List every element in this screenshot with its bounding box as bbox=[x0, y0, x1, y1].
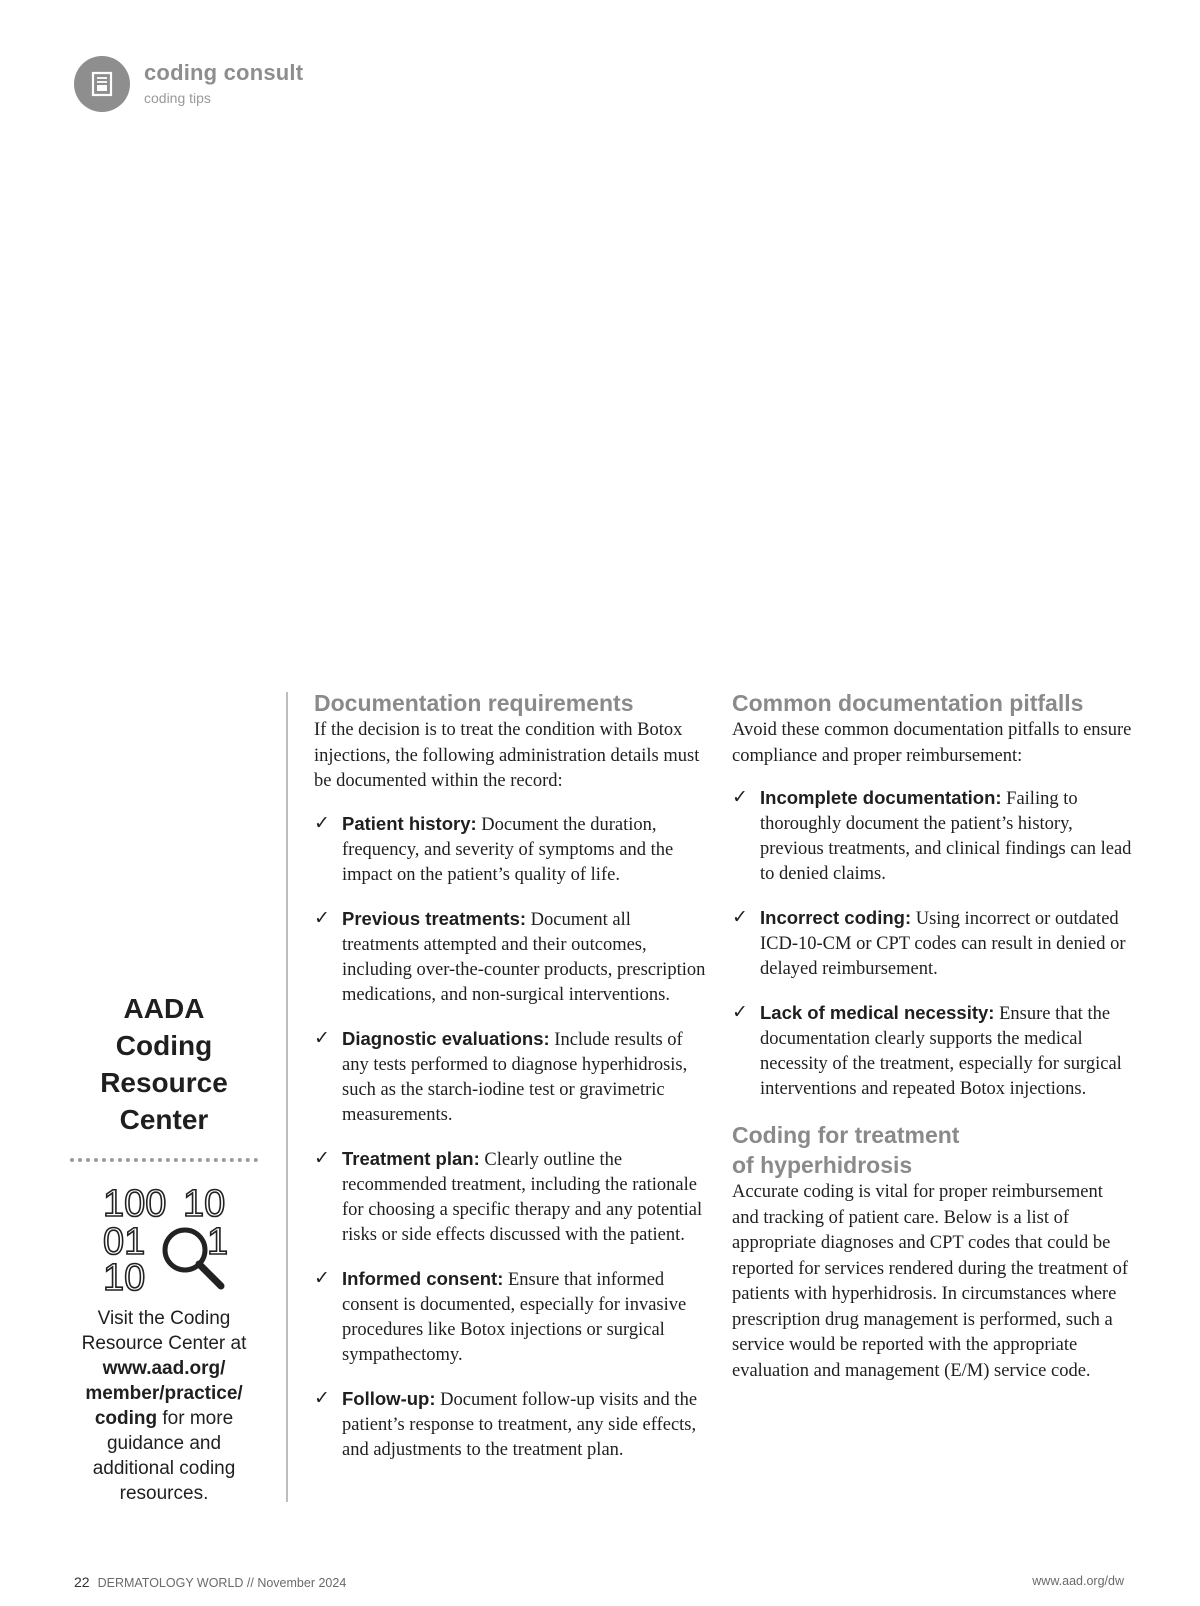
intro-paragraph: Avoid these common documentation pitfalls to ensure compliance and proper reimbursement: bbox=[732, 720, 1132, 766]
item-text: Clearly outline the recommended treatment, including the rationale for choosing a specific therapy and any potential risks or side effects discussed with the patient. bbox=[342, 1149, 703, 1245]
documentation-requirements-column bbox=[314, 688, 710, 1481]
check-icon: ✓ bbox=[732, 906, 748, 928]
item-text: Ensure that informed consent is documented, especially for invasive procedures like Botox injections or surgical sympathectomy. bbox=[342, 1269, 687, 1365]
item-text: Document all treatments attempted and their outcomes, including over-the-counter products, prescription medications, and non-surgical interventions. bbox=[342, 909, 706, 1005]
pitfalls-list bbox=[732, 785, 1134, 1102]
page-number: 22 bbox=[74, 1574, 90, 1590]
document-icon bbox=[88, 70, 116, 98]
intro-paragraph: If the decision is to treat the condition with Botox injections, the following administration details must be documented within the record: bbox=[314, 720, 700, 791]
binary-digits: 01 bbox=[103, 1221, 146, 1263]
coding-paragraph: Accurate coding is vital for proper reimbursement and tracking of patient care. Below is a list of appropriate diagnoses and CPT codes that could be reported for services rendered during the treatment of patients with hyperhidrosis. In circumstances where prescription drug management is performed, such a service would be reported with the appropriate evaluation and management (E/M) service code. bbox=[732, 1182, 1129, 1381]
sidebar-title-line: Resource bbox=[100, 1067, 228, 1098]
binary-digits: 1 bbox=[207, 1221, 229, 1263]
publication-line: DERMATOLOGY WORLD // November 2024 bbox=[97, 1576, 347, 1590]
sidebar-text-pre: Visit the Coding Resource Center at bbox=[81, 1308, 247, 1354]
item-text: Using incorrect or outdated ICD-10-CM or CPT codes can result in denied or delayed reimbursement. bbox=[760, 909, 1126, 979]
sidebar-text bbox=[70, 1306, 258, 1506]
heading-line: of hyperhidrosis bbox=[732, 1152, 913, 1178]
list-item bbox=[314, 1146, 710, 1248]
item-lead: Informed consent: bbox=[342, 1267, 504, 1289]
sidebar-title-line: Coding bbox=[115, 1030, 213, 1061]
check-icon: ✓ bbox=[314, 906, 330, 929]
item-text: Ensure that the documentation clearly supports the medical necessity of the treatment, especially for surgical interventions and repeated Botox injections. bbox=[760, 1004, 1122, 1099]
resource-sidebar bbox=[70, 990, 258, 1506]
list-item bbox=[732, 785, 1134, 887]
item-text: Include results of any tests performed to diagnose hyperhidrosis, such as the starch-iodine test or gravimetric measurements. bbox=[342, 1029, 688, 1125]
item-text: Document follow-up visits and the patient’s response to treatment, any side effects, and adjustments to the treatment plan. bbox=[342, 1389, 698, 1460]
column-divider bbox=[286, 692, 288, 1502]
footer-publication bbox=[74, 1574, 346, 1590]
item-lead: Incomplete documentation: bbox=[760, 787, 1002, 808]
sidebar-title bbox=[70, 990, 258, 1138]
binary-digits: 10 bbox=[103, 1257, 146, 1292]
pitfalls-and-coding-column bbox=[732, 688, 1134, 1384]
item-lead: Lack of medical necessity: bbox=[760, 1002, 995, 1023]
section-title: coding consult bbox=[144, 60, 304, 85]
binary-digits: 100 bbox=[103, 1183, 167, 1225]
item-lead: Treatment plan: bbox=[342, 1147, 480, 1169]
binary-digits: 10 bbox=[183, 1183, 226, 1225]
check-icon: ✓ bbox=[314, 1026, 330, 1049]
list-item bbox=[314, 906, 710, 1008]
dotted-divider bbox=[70, 1158, 258, 1162]
heading-common-pitfalls: Common documentation pitfalls bbox=[732, 690, 1084, 716]
footer-url[interactable]: www.aad.org/dw bbox=[1032, 1574, 1124, 1588]
list-item bbox=[314, 1026, 710, 1128]
sidebar-title-line: AADA bbox=[123, 993, 205, 1024]
item-text: Failing to thoroughly document the patient’s history, previous treatments, and clinical findings can lead to denied claims. bbox=[760, 789, 1132, 884]
check-icon: ✓ bbox=[314, 1146, 330, 1169]
check-icon: ✓ bbox=[732, 1001, 748, 1023]
sidebar-title-line: Center bbox=[119, 1104, 209, 1135]
list-item bbox=[314, 1266, 710, 1368]
check-icon: ✓ bbox=[314, 1266, 330, 1289]
list-item bbox=[314, 811, 710, 888]
sidebar-text-post: for more guidance and additional coding resources. bbox=[92, 1408, 236, 1504]
item-lead: Patient history: bbox=[342, 812, 477, 834]
section-badge bbox=[74, 56, 130, 112]
item-lead: Follow-up: bbox=[342, 1387, 436, 1409]
item-text: Document the duration, frequency, and severity of symptoms and the impact on the patient’s quality of life. bbox=[342, 814, 674, 885]
list-item bbox=[732, 905, 1134, 982]
heading-documentation-requirements: Documentation requirements bbox=[314, 690, 634, 716]
heading-coding-for-treatment bbox=[732, 1120, 1134, 1180]
item-lead: Diagnostic evaluations: bbox=[342, 1027, 550, 1049]
heading-line: Coding for treatment bbox=[732, 1122, 960, 1148]
check-icon: ✓ bbox=[732, 786, 748, 808]
check-icon: ✓ bbox=[314, 811, 330, 834]
check-icon: ✓ bbox=[314, 1386, 330, 1409]
section-subtitle: coding tips bbox=[144, 90, 211, 106]
list-item bbox=[732, 1000, 1134, 1102]
item-lead: Previous treatments: bbox=[342, 907, 527, 929]
resource-link[interactable]: www.aad.org/ member/practice/ coding bbox=[85, 1358, 243, 1429]
binary-magnifier-icon bbox=[99, 1180, 229, 1292]
item-lead: Incorrect coding: bbox=[760, 907, 912, 928]
list-item bbox=[314, 1386, 710, 1463]
requirements-list bbox=[314, 811, 710, 1463]
